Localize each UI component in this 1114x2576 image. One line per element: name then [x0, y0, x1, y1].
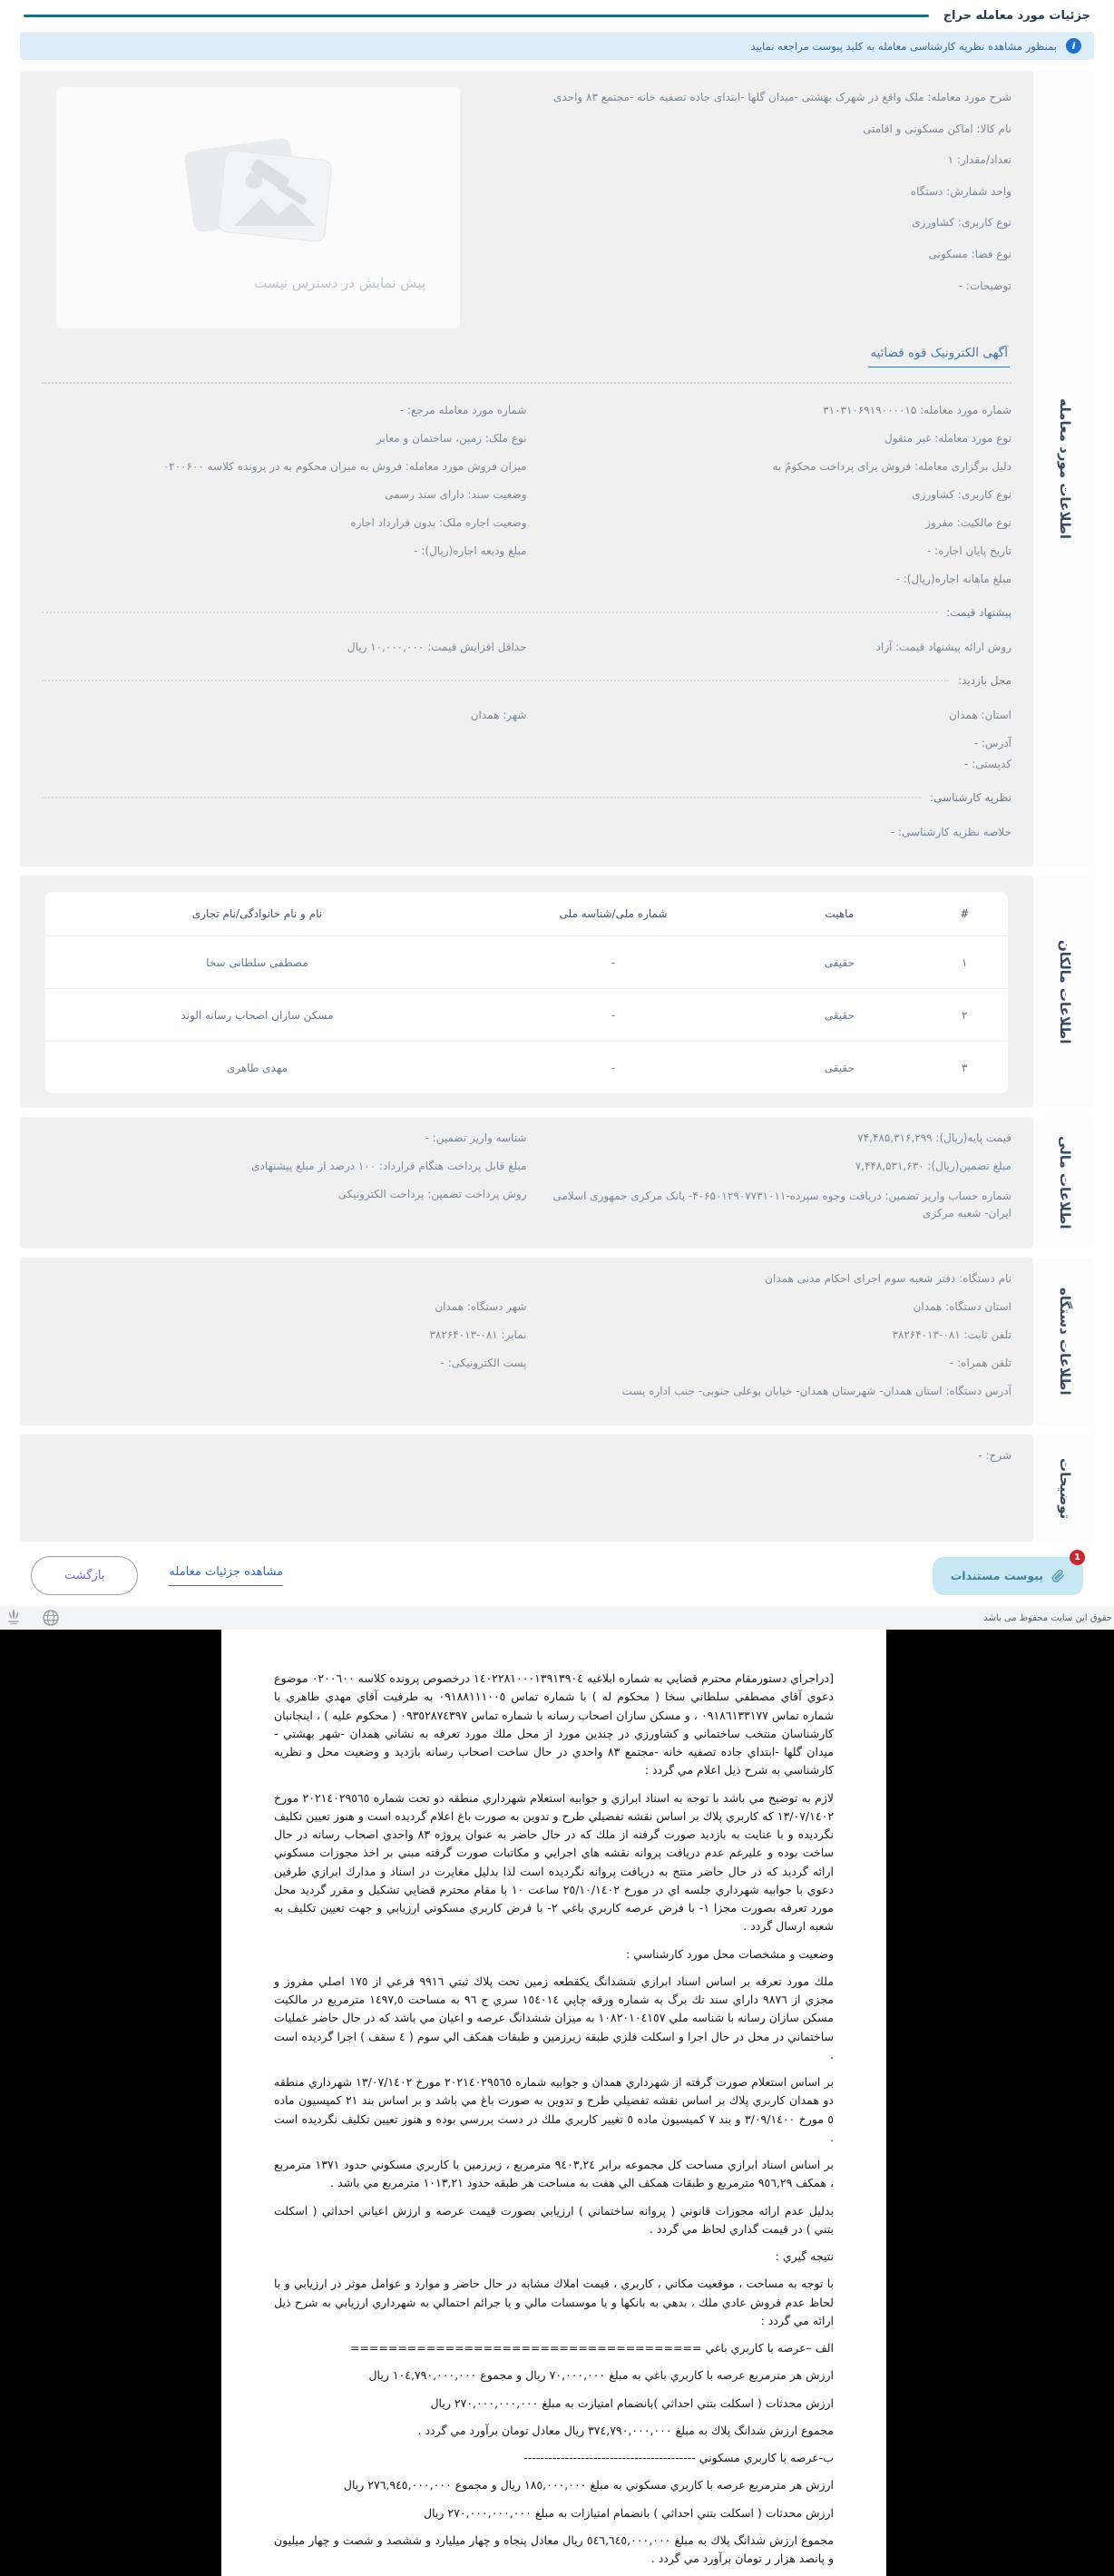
owner-national-id: - — [469, 936, 757, 989]
valuation-line: مجموع ارزش شدانگ پلاك به مبلغ ٥٤٦,٦٤٥,٠٠٠,٠٠٠ ريال معادل پنجاه و چهار ميليارد و ششصد و شصت و چهار ميليون و پانصد هزار ر تومان برآورد مي گردد . — [274, 2532, 835, 2566]
deal-ref-number-field: شماره مورد معامله مرجع: - — [399, 404, 527, 416]
empty-cell — [42, 573, 527, 586]
judiciary-e-notice-link[interactable]: آگهی الکترونیک قوه قضائیه — [868, 346, 1010, 367]
price-offer-section-header — [42, 606, 1011, 619]
deal-number-field: شماره مورد معامله: ۳۱۰۳۱۰۶۹۱۹۰۰۰۰۱۵ — [823, 404, 1011, 416]
device-province-field: استان دستگاه: همدان — [913, 1300, 1011, 1314]
deal-card-body — [20, 71, 1033, 867]
field-row — [42, 1328, 1011, 1342]
guarantee-amount-field: مبلغ تضمین(ریال): ۷,۴۴۸,۵۳۱,۶۳۰ — [855, 1160, 1011, 1172]
deal-goods-name: نام کالا: اماکن مسکونی و اقامتی — [863, 122, 1011, 135]
province-field: استان: همدان — [948, 709, 1011, 721]
expert-report-document — [221, 1630, 886, 2576]
field-row — [42, 544, 1011, 558]
property-type-field: نوع ملک: زمین، ساختمان و معابر — [376, 432, 527, 445]
expert-report-paragraph: بدليل عدم ارائه مجوزات قانوني ( پروانه ساختماني ) ارزيابي بصورت قيمت عرصه و ارزش اعياني احداثي ( اسكلت بتني ) در قيمت گذاري لحاظ مي گردد . — [274, 2203, 834, 2236]
deal-sidebar-label: اطلاعات مورد معامله — [1057, 398, 1073, 539]
min-increase-field: حداقل افزایش قیمت: ۱۰,۰۰۰,۰۰۰ ریال — [347, 641, 527, 653]
expert-report-section-heading: وضعيت و مشخصات محل مورد كارشناسي : — [626, 1946, 834, 1961]
financial-info-card — [20, 1117, 1094, 1249]
owner-name: مصطفی سلطانی سخا — [45, 936, 469, 989]
deal-top-area — [42, 85, 1011, 328]
expert-opinion-section-label: نظریه کارشناسی: — [930, 791, 1011, 804]
financial-sidebar-label: اطلاعات مالی — [1057, 1136, 1073, 1229]
city-field: شهر: همدان — [470, 709, 527, 721]
info-icon: i — [1066, 38, 1081, 54]
page-header — [0, 0, 1114, 23]
valuation-line: ارزش هر مترمربع عرصه با كاربري باغي به مبلغ ٧٠,٠٠٠,٠٠٠ ريال و مجموع ١٠٤,٧٩٠,٠٠٠,٠٠٠ ريال — [368, 2368, 834, 2383]
field-row — [42, 1131, 1011, 1145]
deal-info-card — [20, 71, 1094, 867]
info-banner-text: بمنظور مشاهده نظریه کارشناسی معامله به کلید پیوست مراجعه نمایید — [750, 39, 1057, 53]
expert-report-paragraph: لازم به توضيح مي باشد با توجه به اسناد ابرازي و جوابيه استعلام شهرداري منطقه دو تحت شماره ٢٠٢١٤٠٢٩٥٦٥ مورخ ١٣/٠٧/١٤٠٢ كه كاربري پلاك بر اساس نقشه تفضيلي طرح و تدوين به صورت باغ اعلام گرديده است و هنوز تعيين تكليف نگرديده و با عنايت به بازديد صورت گرفته از ملك كه در حال حاضر به عنوان پروژه ٨٣ واحدي اصحاب رسانه در حال ساخت بوده و عليرغم عدم دريافت پروانه نقشه هاي اجرايي و مكاتبات صورت گرفته مبني بر اخذ مجوزات مسكوني ارائه گرديد كه در حال حاضر منتج به دريافت پروانه نگرديده است لذا بدليل مغايرت در اسناد و مدارك ابرازي طرفين دعوي با جوابيه شهرداري جلسه اي در مورخ ٢٥/١٠/١٤٠٢ ساعت ١٠ با مقام محترم قضايي تشكيل و مقرر گرديد محل مورد تعرفه بصورت مجزا ١- با فرض عرصه كاربري باغي ٢- با فرض كاربري مسكوني ارزيابي و جهت تعيين تكليف به شعبه ارسال گردد . — [274, 1790, 834, 1934]
device-info-card — [20, 1258, 1094, 1425]
field-row — [42, 641, 1011, 654]
device-sidebar-label: اطلاعات دستگاه — [1057, 1288, 1073, 1396]
judiciary-emblem-icon[interactable] — [5, 1608, 22, 1628]
expert-report-region — [0, 1630, 1114, 2576]
postal-code-field: کدپستی: - — [964, 758, 1011, 770]
expert-report-paragraph: بر اساس اسناد ابرازي مساحت كل مجموعه برابر ٩٤٠٣,٢٤ مترمربع ، زيرزمين با كاربري مسكوني حدود ١٣٧١ مترمربع ، همكف ٩٥٦,٢٩ مترمربع و طبقات همكف الي هفت به مساحت هر طبقه حدود ١٠١٣,٢١ مترمربع مي باشد . — [274, 2158, 834, 2190]
notes-sidebar-label: توضیحات — [1057, 1457, 1073, 1519]
device-mobile-field: تلفن همراه: - — [949, 1357, 1011, 1370]
col-header-national-id: شماره ملی/شناسه ملی — [469, 892, 757, 936]
guarantee-payment-method-field: روش پرداخت تضمین: پرداخت الکترونیکی — [337, 1188, 527, 1200]
valuation-line: ارزش محدثات ( اسكلت بتني احداثي ) بانضمام امتيازات به مبلغ ٢٧٠,٠٠٠,٠٠٠,٠٠٠ ريال — [424, 2505, 834, 2520]
field-row — [42, 404, 1011, 417]
field-row — [42, 432, 1011, 446]
table-row — [45, 1042, 1008, 1094]
notes-description-field: شرح: - — [978, 1449, 1011, 1463]
base-price-field: قیمت پایه(ریال): ۷۴,۴۸۵,۳۱۶,۲۹۹ — [857, 1131, 1011, 1144]
notes-card-sidebar — [1036, 1435, 1094, 1542]
deal-usage-type: نوع کاربری: کشاورزی — [912, 216, 1011, 230]
owner-name: مهدی طاهری — [226, 1061, 288, 1074]
owners-info-card — [20, 876, 1094, 1108]
valuation-section-b-heading: ب-عرصه با كاربري مسكوني ------------------------------------------ — [523, 2451, 834, 2465]
col-header-index: # — [922, 892, 1008, 936]
attachments-label: پیوست مستندات — [950, 1569, 1043, 1583]
deal-quantity: تعداد/مقدار: ۱ — [947, 153, 1011, 167]
table-row — [45, 989, 1008, 1042]
paperclip-icon — [1050, 1569, 1065, 1583]
guarantee-account-field: شماره حساب واریز تضمین: دریافت وجوه سپرده-۴۰۶۵۰۱۲۹۰۷۷۳۱۰۱۱- بانک مرکزی جمهوری اسلامی ایران- شعبه مرکزی — [552, 1190, 1011, 1219]
device-email-field: پست الکترونیکی: - — [440, 1357, 527, 1370]
expert-report-paragraph: [دراجراي دستورمقام محترم قضايي به شماره ابلاغيه ١٤٠٢٢٨١٠٠٠١٣٩١٣٩٠٤ درخصوص پرونده كلاسه ٠٢٠٠٦٠٠ موضوع دعوي آقاي مصطفي سلطاني سخا ( محكوم له ) با شماره تماس ٠٩١٨٨١١١٠٠٥ به طرفيت آقاي مهدي طاهري با شماره تماس ٠٩١٨٦١٣٣١٧٧ ، و مسكن سازان اصحاب رسانه با شماره تماس ٠٩٣٥٢٨٧٤٣٩٧ ( محكوم عليه ) ، اينجانبان كارشناسان منتخب ساختماني و كشاورزي در چندين مورد از محل ملك مورد تعرفه به نشاني همدان -شهر بهشتي - ميدان گلها -ابتداي جاده تصفيه خانه -مجتمع ٨٣ واحدي در حال ساخت اصحاب رسانه بازديد و وضعيت محل و نظريه كارشناسي به شرح ذيل اعلام مي گردد : — [274, 1671, 834, 1778]
attachments-count-badge: 1 — [1070, 1550, 1085, 1565]
globe-logo-icon[interactable] — [42, 1609, 60, 1627]
deal-space-type: نوع فضا: مسکونی — [928, 247, 1011, 260]
visit-location-section-label: محل بازدید: — [958, 674, 1011, 687]
expert-summary-field: خلاصه نظریه کارشناسی: - — [890, 826, 1011, 838]
device-card-body — [20, 1258, 1033, 1425]
device-address-field: آدرس دستگاه: استان همدان- شهرستان همدان- خیابان بوعلی جنوبی- جنب اداره پست — [621, 1385, 1011, 1398]
table-row — [45, 936, 1008, 989]
field-row — [42, 1300, 1011, 1314]
title-divider-line — [24, 15, 929, 17]
field-row — [42, 516, 1011, 530]
field-row — [42, 1188, 1011, 1221]
view-deal-details-link[interactable]: مشاهده جزئیات معامله — [169, 1565, 283, 1586]
price-offer-section-label: پیشنهاد قیمت: — [946, 606, 1011, 619]
valuation-line: مجموع ارزش شدانگ پلاك به مبلغ ٣٧٤,٧٩٠,٠٠٠,٠٠٠ ريال معادل تومان برآورد مي گردد . — [417, 2423, 834, 2437]
actions-row — [31, 1552, 1083, 1595]
financial-card-sidebar — [1036, 1117, 1094, 1249]
expert-report-paragraph: بر اساس استعلام صورت گرفته از شهرداري همدان و جوابيه شماره ٢٠٢١٤٠٢٩٥٦٥ مورخ ١٣/٠٧/١٤٠٢ شهرداري منطقه دو همدان كاربري پلاك بر اساس نقشه تفضيلي طرح و تدوين به صورت باغ مي باشد و بر اساس بند ٢١ كميسيون ماده ٥ مورخ ٣/٠٩/١٤٠٠ و بند ٧ كميسيون ماده ٥ تغيير كاربري ملك در دست بررسي بوده و هنوز تعيين تكليف نگرديده است . — [274, 2075, 834, 2144]
owners-card-sidebar — [1036, 876, 1094, 1108]
expert-opinion-section-header — [42, 791, 1011, 804]
expert-report-paragraph: با توجه به مساحت ، موقعيت مكاني ، كاربري ، قيمت املاك مشابه در حال حاضر و موارد و عوامل موثر در ارزيابي و با لحاظ عدم فروش عادي ملك ، بدهي به بانكها و يا موسسات مالي و يا جرائم احتمالي به شهرداري ارزيابي به شرح ذيل ارائه مي گردد : — [274, 2277, 834, 2327]
visit-location-section-header — [42, 674, 1011, 687]
owner-index: ۳ — [962, 1061, 968, 1074]
notes-card-body — [20, 1435, 1033, 1542]
back-button[interactable]: بازگشت — [31, 1556, 138, 1595]
col-header-name: نام و نام خانوادگی/نام تجاری — [45, 892, 469, 936]
site-footer — [0, 1606, 1114, 1630]
deal-type-field: نوع مورد معامله: غیر منقول — [884, 432, 1011, 445]
owners-table-header-row — [45, 892, 1008, 936]
deal-description-line: شرح مورد معامله: ملک واقع در شهرک بهشتی -میدان گلها -ابتدای جاده تصفیه خانه -مجتمع ۸۳ واحدی — [552, 91, 1011, 103]
photo-gavel-icon — [163, 124, 354, 269]
field-row — [42, 460, 1011, 474]
device-card-sidebar — [1036, 1258, 1094, 1425]
deal-count-unit: واحد شمارش: دستگاه — [910, 184, 1011, 198]
ad-link-row — [44, 343, 1010, 367]
owner-national-id: - — [469, 989, 757, 1042]
field-row — [42, 709, 1011, 722]
device-fax-field: نمابر: ۰۸۱-۳۸۲۶۴۰۱۳ — [429, 1328, 527, 1342]
secondary-actions — [31, 1556, 283, 1595]
valuation-section-a-heading: الف –عرصه با كاربري باغي ===================================== — [349, 2341, 834, 2356]
deal-description-list — [502, 85, 1011, 328]
deal-card-sidebar — [1036, 71, 1094, 867]
attachments-button[interactable] — [933, 1552, 1083, 1595]
valuation-line: ارزش محدثات ( اسكلت بتني احداثي )بانضمام امتيازت به مبلغ ٢٧٠,٠٠٠,٠٠٠,٠٠٠ ريال — [430, 2395, 834, 2410]
deal-notes: توضیحات: - — [958, 279, 1011, 292]
owner-entity-type: حقیقی — [824, 1061, 855, 1074]
monthly-rent-field: مبلغ ماهانه اجاره(ریال): - — [895, 573, 1011, 585]
financial-card-body — [20, 1117, 1033, 1249]
notes-card — [20, 1435, 1094, 1542]
field-row — [42, 1160, 1011, 1173]
copyright-text: حقوق این سایت محفوظ می باشد — [983, 1612, 1112, 1623]
rent-end-date-field: تاریخ پایان اجاره: - — [927, 544, 1011, 557]
owners-sidebar-label: اطلاعات مالکان — [1057, 939, 1073, 1044]
field-row — [42, 488, 1011, 502]
field-row — [42, 1357, 1011, 1370]
payable-at-contract-field: مبلغ قابل پرداخت هنگام قرارداد: ۱۰۰ درصد از مبلغ پیشنهادی — [251, 1160, 527, 1172]
owners-card-body — [20, 876, 1033, 1108]
owners-table — [45, 892, 1008, 1093]
deal-reason-field: دلیل برگزاری معامله: فروش برای پرداخت محکومٌ به — [772, 460, 1011, 473]
device-phone-field: تلفن ثابت: ۰۸۱-۳۸۲۶۴۰۱۳ — [892, 1328, 1011, 1342]
col-header-entity-type: ماهیت — [757, 892, 921, 936]
valuation-line: ارزش هر مترمربع عرصه با كاربري مسكوني به مبلغ ١٨٥,٠٠٠,٠٠٠ ريال و مجموع ٢٧٦,٩٤٥,٠٠٠,٠٠٠ ريال — [343, 2478, 834, 2493]
owner-index: ۲ — [922, 989, 1008, 1042]
divider-dotted — [42, 382, 1011, 384]
address-field: آدرس: - — [973, 737, 1011, 749]
owner-national-id: - — [611, 1061, 616, 1074]
rent-status-field: وضعیت اجاره ملک: بدون قرارداد اجاره — [350, 516, 527, 529]
rent-deposit-field: مبلغ ودیعه اجاره(ریال): - — [414, 544, 527, 557]
divider-dotted — [42, 680, 949, 681]
owner-index: ۱ — [922, 936, 1008, 989]
document-status-field: وضعیت سند: دارای سند رسمی — [385, 488, 527, 501]
owner-entity-type: حقیقی — [757, 989, 921, 1042]
preview-unavailable-text: پیش نمایش در دسترس نیست — [254, 275, 425, 291]
divider-dotted — [42, 612, 937, 613]
field-row — [42, 573, 1011, 586]
image-preview-placeholder — [56, 87, 460, 328]
expert-report-paragraph: ملك مورد تعرفه بر اساس اسناد ابرازي ششدانگ يكقطعه زمين تحت پلاك ثبتي ٩٩١٦ فرعي از ١٧٥ اصلي مفروز و مجزي از ٩٨٧٦ داراي سند تك برگ به شماره ورقه چاپي ١٥٤٠١٤ سري ج ٩٦ به مساحت ١٤٩٧,٥ مترمربع در مالكيت مسكن سازان رسانه با شناسه ملي ١٠٨٢٠١٠٤١٥٧ به ميزان ششدانگ عرصه و اعيان مي باشد كه در حال حاضر عمليات ساختماني در محل در حال اجرا و اسكلت فلزي طبقه زيرزمين و طبقات همكف الي سوم ( ٤ سقف ) اجرا گرديده است . — [274, 1974, 834, 2062]
ownership-type-field: نوع مالکیت: مفروز — [925, 516, 1011, 529]
device-city-field: شهر دستگاه: همدان — [435, 1300, 527, 1314]
page-title: جزئیات مورد معامله حراج — [943, 9, 1090, 23]
footer-logos — [5, 1608, 62, 1628]
usage-type-field: نوع کاربری: کشاورزی — [912, 488, 1011, 501]
offer-method-field: روش ارائه پیشنهاد قیمت: آزاد — [875, 641, 1011, 653]
sale-amount-field: میزان فروش مورد معامله: فروش به میزان محکوم به در پرونده کلاسه ۰۲۰۰۶۰۰ — [162, 460, 527, 473]
device-name-field: نام دستگاه: دفتر شعبه سوم اجرای احکام مدنی همدان — [765, 1272, 1011, 1286]
owner-name: مسکن سازان اصحاب رسانه الوند — [45, 989, 469, 1042]
owner-entity-type: حقیقی — [757, 936, 921, 989]
expert-report-conclusion-heading: نتيجه گيري : — [775, 2249, 834, 2264]
deposit-id-field: شناسه واریز تضمین: - — [425, 1131, 527, 1144]
divider-dotted — [42, 797, 921, 798]
info-banner — [20, 32, 1094, 60]
